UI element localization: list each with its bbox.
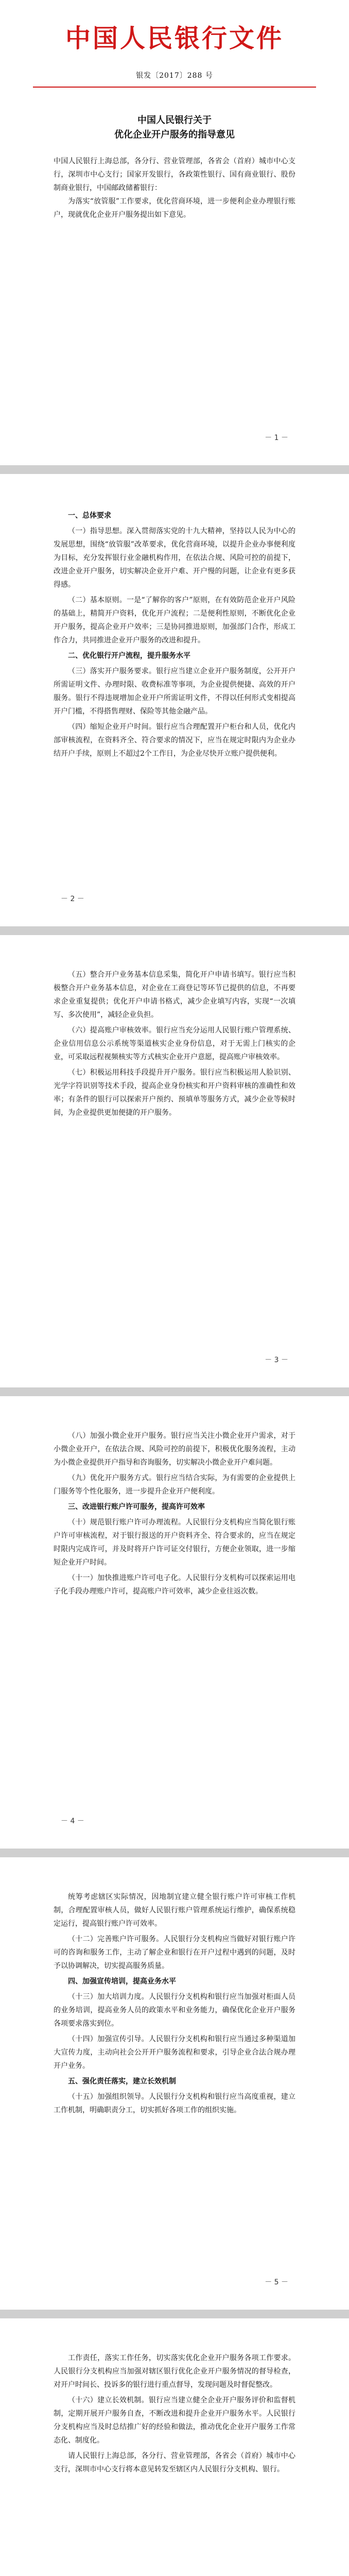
paragraph: （十三）加大培训力度。人民银行分支机构和银行应当加强对柜面人员的业务培训，提高业务人员的政策水平和业务能力，确保优化企业开户服务各项要求落实到位。 <box>54 1993 295 2028</box>
paragraph: 统筹考虑辖区实际情况，因地制宜建立健全银行账户许可审核工作机制，合理配置审核人员，做好人民银行账户管理系统运行维护，确保系统稳定运行，提高银行账户许可效率。 <box>54 1893 295 1928</box>
title-line-1: 中国人民银行关于 <box>137 115 212 126</box>
paragraph: （七）积极运用科技手段提升开户服务。银行应当积极运用人脸识别、光学字符识别等技术手段，提高企业身份核实和开户资料审核的准确性和效率；有条件的银行可以探索开户预约、预填单等服务方式，减少企业等候时间，为企业提供更加便捷的开户服务。 <box>54 1069 295 1117</box>
paragraph: （十四）加强宣传引导。人民银行分支机构和银行应当通过多种渠道加大宣传力度，主动向社会公开开户服务流程和要求，引导企业合法合规办理开户业务。 <box>54 2035 295 2070</box>
paragraph: （五）整合开户业务基本信息采集，简化开户申请书填写。银行应当积极整合开户业务基本信息，对企业在工商登记等环节已提供的信息，不再要求企业重复提供；优化开户申请书格式，减少企业填写内容，实现“一次填写、多次使用”，减轻企业负担。 <box>54 971 295 1019</box>
document-page-4 <box>0 1396 349 1849</box>
document-page-1 <box>0 0 349 465</box>
paragraph: （十）规范银行账户许可办理流程。人民银行分支机构应当简化银行账户许可审核流程，对于银行报送的开户资料齐全、符合要求的，应当在规定时限内完成许可，并及时将开户许可证交付银行，方便企业领取，进一步缩短企业开户时间。 <box>54 1518 295 1567</box>
paragraph: （四）缩短企业开户时间。银行应当合理配置开户柜台和人员，优化内部审核流程，在资料齐全、符合要求的情况下，应当在规定时限内为企业办结开户手续，原则上不超过2个工作日，为企业尽快开立账户提供便利。 <box>54 723 295 758</box>
section-heading: 一、总体要求 <box>68 512 111 520</box>
paragraph: （一）指导思想。深入贯彻落实党的十九大精神，坚持以人民为中心的发展思想，围绕“放管服”改革要求，优化营商环境，以提升企业办事便利度为目标，充分发挥银行业金融机构作用，在依法合规、风险可控的前提下，改进企业开户服务，切实解决企业开户难、开户慢的问题，让企业有更多获得感。 <box>54 527 295 589</box>
document-number: 银发〔2017〕288 号 <box>136 72 213 80</box>
title-line-2: 优化企业开户服务的指导意见 <box>114 129 235 140</box>
section-heading: 二、优化银行开户流程，提升服务水平 <box>68 652 190 660</box>
document-page-3 <box>0 935 349 1387</box>
paragraph: （六）提高账户审核效率。银行应当充分运用人民银行账户管理系统、企业信用信息公示系统等渠道核实企业身份信息，对于无需上门核实的企业，可采取远程视频核实等方式核实企业开户意愿，提高账户审核效率。 <box>54 1026 295 1061</box>
document-header-title: 中国人民银行文件 <box>65 23 284 53</box>
paragraph: （十二）完善账户许可服务。人民银行分支机构应当做好对银行账户许可的咨询和服务工作，主动了解企业和银行在开户过程中遇到的问题，及时予以协调解决，切实提高服务质量。 <box>54 1935 295 1970</box>
intro-paragraph: 为落实“放管服”工作要求，优化营商环境，进一步便利企业办理银行账户，现就优化企业开户服务提出如下意见。 <box>54 197 295 219</box>
addressee: 中国人民银行上海总部，各分行、营业管理部，各省会（首府）城市中心支行，深圳市中心支行；国家开发银行，各政策性银行、国有商业银行、股份制商业银行，中国邮政储蓄银行： <box>54 157 295 192</box>
paragraph: （九）优化开户服务方式。银行应当结合实际，为有需要的企业提供上门服务等个性化服务，进一步提升企业开户便利度。 <box>54 1474 295 1496</box>
section-heading: 三、改进银行账户许可服务，提高许可效率 <box>68 1503 205 1511</box>
page-number: － 5 － <box>265 2278 288 2286</box>
paragraph: （二）基本原则。一是“了解你的客户”原则，在有效防范企业开户风险的基础上，精简开户资料，优化开户流程；二是便利性原则，不断优化企业开户服务，提高企业开户效率；三是协同推进原则，加强部门合作，形成工作合力，共同推进企业开户服务的改进和提升。 <box>54 596 295 645</box>
document-page-6 <box>0 2318 349 2576</box>
paragraph: （十五）加强组织领导。人民银行分支机构和银行应当高度重视，建立工作机制，明确职责分工，切实抓好各项工作的组织实施。 <box>54 2093 295 2114</box>
page-number: － 1 － <box>265 434 288 442</box>
paragraph: （十六）建立长效机制。银行应当建立健全企业开户服务评价和监督机制，定期开展开户服务自查，不断改进和提升企业开户服务水平。人民银行分支机构应当及时总结推广好的经验和做法，推动优化企业开户服务工作常态化、制度化。 <box>54 2396 295 2445</box>
page-number: － 2 － <box>61 895 84 903</box>
paragraph: （十一）加快推进账户许可电子化。人民银行分支机构可以探索运用电子化手段办理账户许可，提高账户许可效率，减少企业往返次数。 <box>54 1574 295 1596</box>
paragraph: 请人民银行上海总部，各分行、营业管理部，各省会（首府）城市中心支行，深圳市中心支行将本意见转发至辖区内人民银行分支机构、银行。 <box>54 2452 295 2473</box>
page-number: － 4 － <box>61 1817 84 1825</box>
paragraph: 工作责任，落实工作任务，切实落实优化企业开户服务各项工作要求。人民银行分支机构应当加强对辖区银行优化企业开户服务情况的督导检查，对开户时间长、投诉多的银行进行重点督导，发现问题及时督促整改。 <box>54 2354 295 2389</box>
section-heading: 五、强化责任落实，建立长效机制 <box>68 2077 176 2086</box>
section-heading: 四、加强宣传培训，提高业务水平 <box>68 1977 176 1986</box>
paragraph: （三）落实开户服务要求。银行应当建立企业开户服务制度，公开开户所需证明文件、办理时限、收费标准等事项，为企业提供便捷、高效的开户服务。银行不得违规增加企业开户所需证明文件，不得以任何形式变相提高开户门槛，不得搭售理财、保险等其他金融产品。 <box>54 667 295 716</box>
document-page-2 <box>0 474 349 926</box>
paragraph: （八）加强小微企业开户服务。银行应当关注小微企业开户需求，对于小微企业开户，在依法合规、风险可控的前提下，积极优化服务流程，主动为小微企业提供开户指导和咨询服务，切实解决小微企业开户难问题。 <box>54 1432 295 1467</box>
document-title <box>54 113 295 142</box>
document-page-5 <box>0 1857 349 2310</box>
page-number: － 3 － <box>265 1356 288 1364</box>
